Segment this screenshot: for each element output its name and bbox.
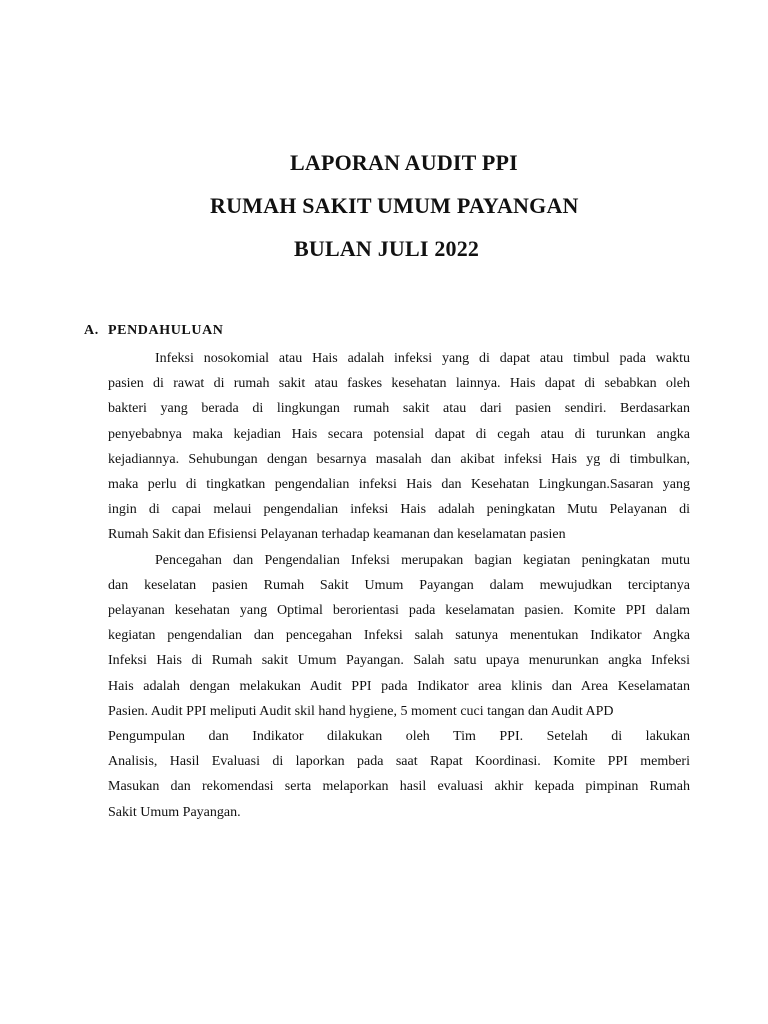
paragraph-line: pelayanan kesehatan yang Optimal berorientasi pada keselamatan pasien. Komite PPI dalam: [108, 603, 690, 619]
paragraph-line: penyebabnya maka kejadian Hais secara potensial dapat di cegah atau di turunkan angka: [108, 426, 690, 442]
hospital-name: RUMAH SAKIT UMUM PAYANGAN: [210, 193, 579, 218]
paragraph-line: Analisis, Hasil Evaluasi di laporkan pada saat Rapat Koordinasi. Komite PPI memberi: [108, 754, 690, 770]
paragraph-line: Masukan dan rekomendasi serta melaporkan hasil evaluasi akhir kepada pimpinan Rumah: [108, 779, 690, 795]
paragraph-line: Pencegahan dan Pengendalian Infeksi merupakan bagian kegiatan peningkatan mutu: [155, 552, 690, 568]
report-period: BULAN JULI 2022: [294, 236, 480, 261]
paragraph-line: dan keselatan pasien Rumah Sakit Umum Payangan dalam mewujudkan terciptanya: [108, 577, 690, 593]
section-a-marker: A.: [84, 323, 99, 338]
paragraph-line: Pengumpulan dan Indikator dilakukan oleh Tim PPI. Setelah di lakukan: [108, 729, 690, 745]
report-title: LAPORAN AUDIT PPI: [290, 150, 518, 175]
paragraph-line: Hais adalah dengan melakukan Audit PPI pada Indikator area klinis dan Area Keselamatan: [108, 678, 690, 694]
section-a-body: [108, 346, 690, 825]
paragraph-1: [108, 346, 690, 548]
paragraph-line: Infeksi Hais di Rumah sakit Umum Payangan. Salah satu upaya menurunkan angka Infeksi: [108, 653, 690, 669]
paragraph-line: bakteri yang berada di lingkungan rumah sakit atau dari pasien sendiri. Berdasarkan: [108, 401, 690, 417]
section-a-title: PENDAHULUAN: [108, 323, 224, 338]
paragraph-line: kegiatan pengendalian dan pencegahan Infeksi salah satunya menentukan Indikator Angka: [108, 628, 690, 644]
paragraph-line: kejadiannya. Sehubungan dengan besarnya masalah dan akibat infeksi Hais yg di timbulkan,: [108, 451, 690, 467]
paragraph-line: Pasien. Audit PPI meliputi Audit skil hand hygiene, 5 moment cuci tangan dan Audit APD: [108, 703, 614, 719]
paragraph-line: Rumah Sakit dan Efisiensi Pelayanan terhadap keamanan dan keselamatan pasien: [108, 527, 566, 543]
paragraph-line: pasien di rawat di rumah sakit atau faskes kesehatan lainnya. Hais dapat di sebabkan oleh: [108, 376, 690, 392]
section-a-heading: [84, 323, 224, 339]
paragraph-line: ingin di capai melaui pengendalian infeksi Hais adalah peningkatan Mutu Pelayanan di: [108, 502, 690, 518]
paragraph-2: [108, 548, 690, 825]
paragraph-line: maka perlu di tingkatkan pengendalian infeksi Hais dan Kesehatan Lingkungan.Sasaran yang: [108, 477, 690, 493]
paragraph-line: Sakit Umum Payangan.: [108, 804, 241, 820]
paragraph-line: Infeksi nosokomial atau Hais adalah infeksi yang di dapat atau timbul pada waktu: [155, 351, 690, 366]
